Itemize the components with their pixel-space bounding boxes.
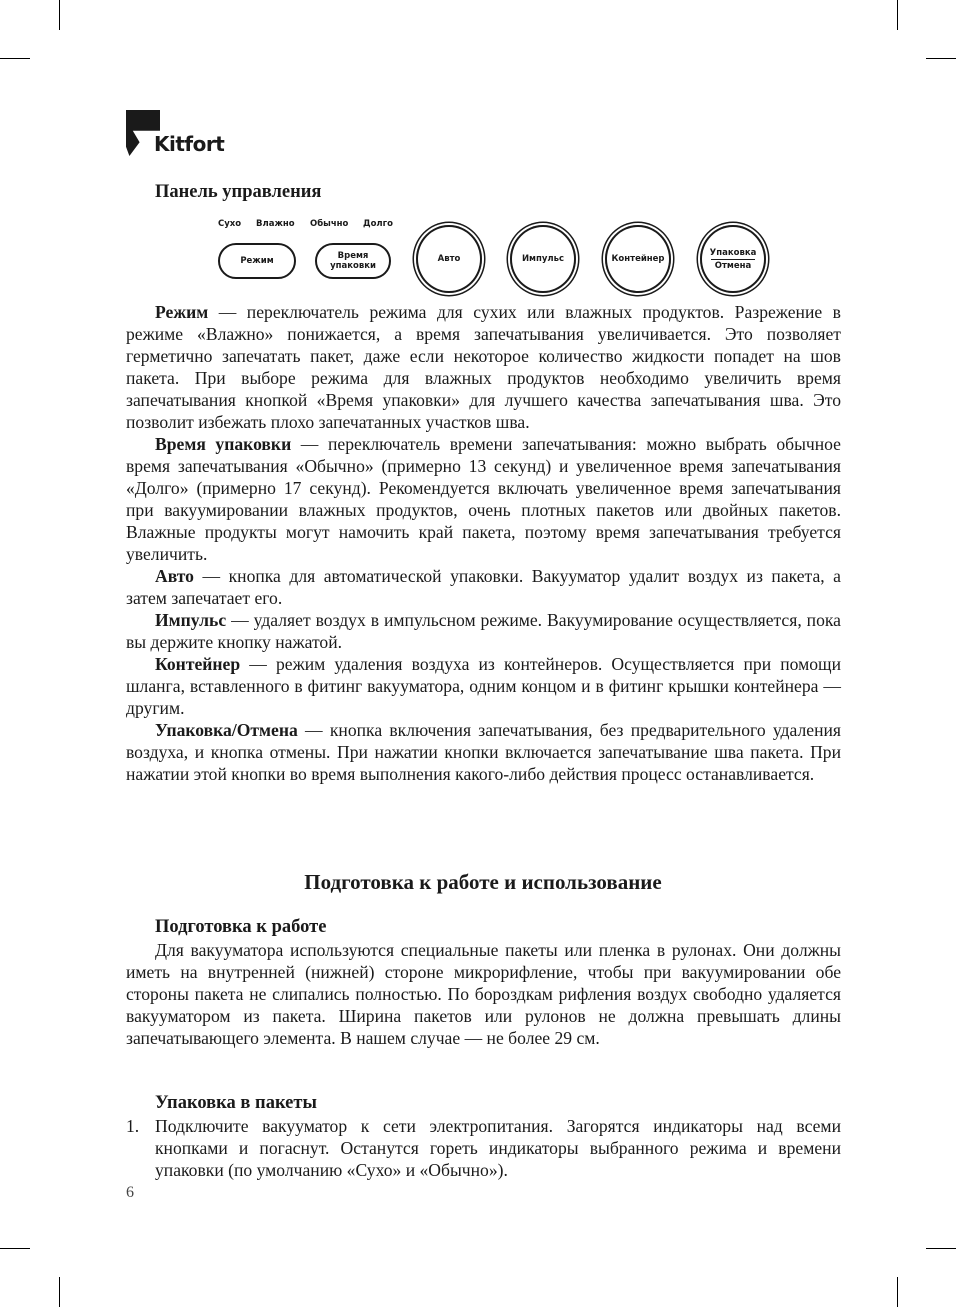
definition: — переключатель режима для сухих или влажных продуктов. Разрежение в режиме «Влажно» понижается, а время запечатывания увеличивается. Это позволяет герметично запечатать пакет, даже если некоторое количество жидкости попадет на шов пакета. При выборе режима для влажных продуктов необходимо увеличить время запечатывания кнопкой «Время упаковки» для лучшего качества запечатывания шва. Это позволит избежать плохо запечатанных участков шва. bbox=[126, 302, 841, 432]
seal-cancel-button bbox=[700, 225, 766, 293]
cancel-label: Отмена bbox=[714, 260, 752, 271]
mode-button: Режим bbox=[218, 243, 296, 279]
definition: — кнопка для автоматической упаковки. Вакууматор удалит воздух из пакета, а затем запечатает его. bbox=[126, 566, 841, 608]
crop-mark bbox=[897, 1277, 898, 1307]
pulse-label: Импульс bbox=[521, 254, 565, 264]
button-descriptions bbox=[126, 301, 841, 785]
logo-wordmark: Kitfort bbox=[154, 132, 225, 156]
prep-title: Подготовка к работе bbox=[155, 917, 327, 937]
crop-mark bbox=[0, 1248, 30, 1249]
term: Импульс bbox=[155, 610, 227, 630]
indicator-label: Сухо bbox=[218, 219, 242, 229]
term: Режим bbox=[155, 302, 209, 322]
control-panel-diagram bbox=[210, 215, 790, 295]
pulse-button bbox=[510, 225, 576, 293]
definition: — режим удаления воздуха из контейнеров. Осуществляется при помощи шланга, вставленного в фитинг вакууматора, одним концом и в фитинг крышки контейнера — другим. bbox=[126, 654, 841, 718]
indicator-label: Влажно bbox=[256, 219, 295, 229]
prep-text-block bbox=[126, 939, 841, 1049]
paragraph bbox=[126, 565, 841, 609]
auto-button bbox=[416, 225, 482, 293]
auto-label: Авто bbox=[437, 254, 461, 264]
step-number: 1. bbox=[126, 1116, 140, 1136]
paragraph bbox=[126, 653, 841, 719]
crop-mark bbox=[59, 1277, 60, 1307]
term: Упаковка/Отмена bbox=[155, 720, 298, 740]
indicator-label: Долго bbox=[363, 219, 393, 229]
section-title: Панель управления bbox=[155, 182, 322, 202]
crop-mark bbox=[897, 0, 898, 30]
crop-mark bbox=[926, 58, 956, 59]
seal-label: Упаковка bbox=[709, 247, 757, 258]
crop-mark bbox=[59, 0, 60, 30]
paragraph bbox=[126, 609, 841, 653]
crop-mark bbox=[926, 1248, 956, 1249]
definition: — кнопка включения запечатывания, без предварительного удаления воздуха, и кнопка отмены. При нажатии кнопки включается запечатывание шва пакета. При нажатии этой кнопки во время выполнения какого-либо действия процесс останавливается. bbox=[126, 720, 841, 784]
page-number: 6 bbox=[126, 1184, 134, 1201]
prep-text: Для вакууматора используются специальные пакеты или пленка в рулонах. Они должны иметь на внутренней (нижней) стороне микрорифление, чтобы при вакуумировании обе стороны пакета не слипались полностью. По бороздкам рифления воздух свободно удаляется вакууматором из пакета. Ширина пакетов или рулонов не должна превышать длины запечатывающего элемента. В нашем случае — не более 29 см. bbox=[126, 940, 841, 1048]
seal-time-button: Время упаковки bbox=[315, 243, 391, 279]
paragraph bbox=[126, 719, 841, 785]
definition: — переключатель времени запечатывания: можно выбрать обычное время запечатывания «Обычно» (примерно 13 секунд) и увеличенное время запечатывания «Долго» (примерно 17 секунд). Рекомендуется включать увеличенное время запечатывания при вакуумировании влажных продуктов, очень плотных пакетов или двойных пакетов. Влажные продукты могут намочить край пакета, поэтому время запечатывания требуется увеличить. bbox=[126, 434, 841, 564]
chapter-title: Подготовка к работе и использование bbox=[304, 870, 662, 894]
indicator-label: Обычно bbox=[310, 219, 349, 229]
definition: — удаляет воздух в импульсном режиме. Вакуумирование осуществляется, пока вы держите кнопку нажатой. bbox=[126, 610, 841, 652]
container-label: Контейнер bbox=[611, 254, 665, 264]
step-text: Подключите вакууматор к сети электропитания. Загорятся индикаторы над всеми кнопками и погаснут. Останутся гореть индикаторы выбранного режима и времени упаковки (по умолчанию «Сухо» и «Обычно»). bbox=[155, 1116, 841, 1180]
paragraph bbox=[126, 301, 841, 433]
term: Время упаковки bbox=[155, 434, 292, 454]
term: Авто bbox=[155, 566, 194, 586]
pack-title: Упаковка в пакеты bbox=[155, 1093, 317, 1113]
steps-list bbox=[126, 1115, 841, 1181]
paragraph bbox=[126, 433, 841, 565]
term: Контейнер bbox=[155, 654, 241, 674]
crop-mark bbox=[0, 58, 30, 59]
container-button bbox=[605, 225, 671, 293]
